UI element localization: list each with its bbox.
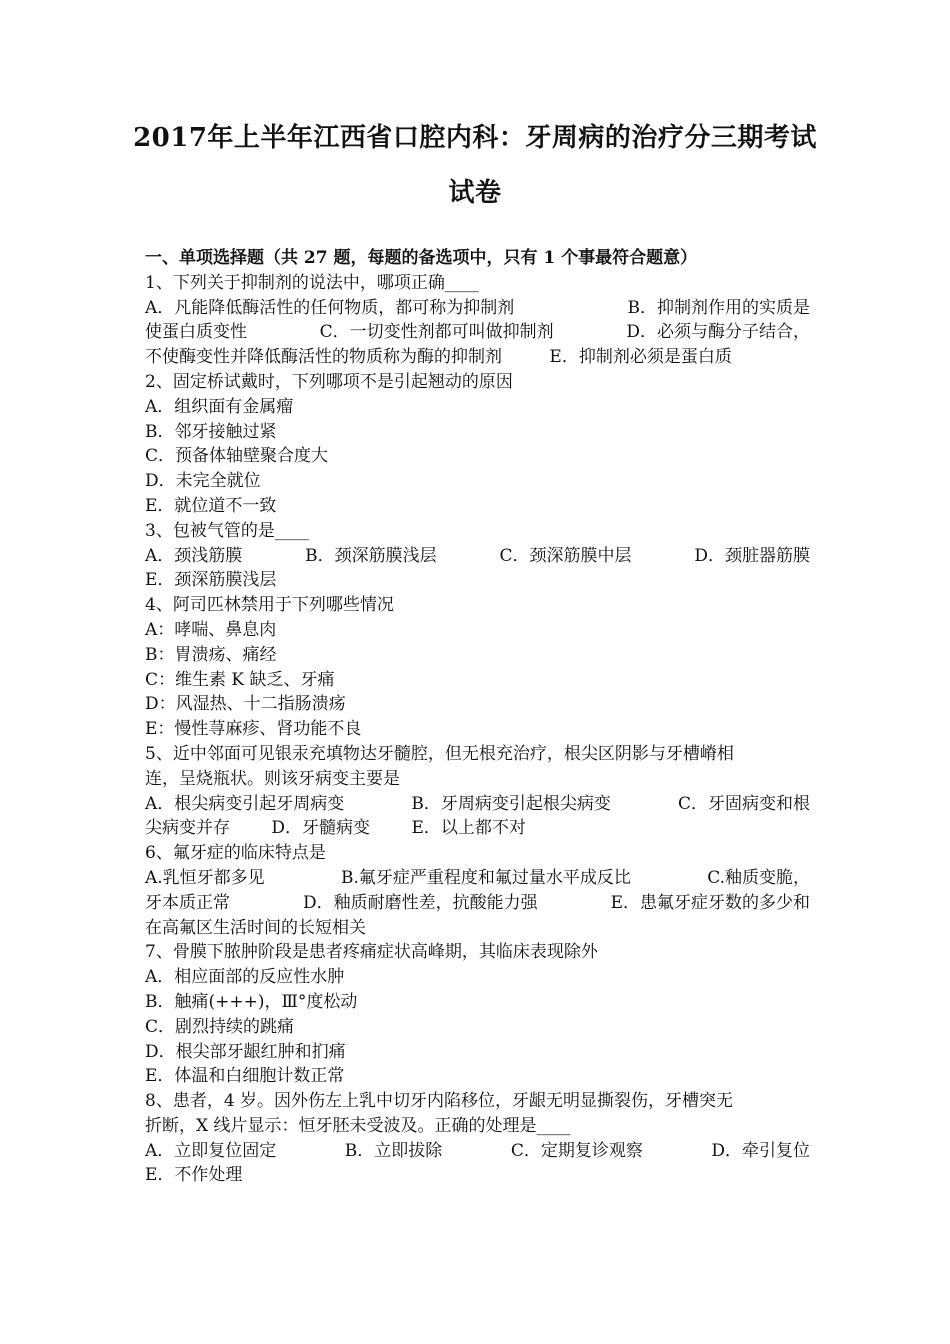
question-8-option-e: E．不作处理	[145, 1165, 243, 1186]
option-text: D．牙髓病变	[271, 818, 371, 839]
question-4-option-e: E：慢性荨麻疹、肾功能不良	[145, 719, 362, 740]
question-5-options-line-1	[145, 792, 810, 817]
section-heading: 一、单项选择题（共 27 题，每题的备选项中，只有 1 个事最符合题意）	[145, 248, 698, 268]
option-text: C.釉质变脆，	[707, 867, 810, 888]
question-2-option-e: E．就位道不一致	[145, 495, 277, 516]
option-text: A．立即复位固定	[145, 1140, 277, 1161]
question-2-option-a: A．组织面有金属瘤	[145, 396, 294, 417]
option-text: D．颈脏器筋膜	[694, 545, 810, 566]
option-text: C．定期复诊观察	[510, 1140, 643, 1161]
question-4-stem: 4、阿司匹林禁用于下列哪些情况	[145, 595, 394, 616]
question-1-options-line-2	[145, 320, 810, 345]
question-7-option-c: C．剧烈持续的跳痛	[145, 1016, 295, 1037]
question-5-stem-continued: 连，呈烧瓶状。则该牙病变主要是	[145, 768, 400, 789]
question-7-option-b: B．触痛(+++)，Ⅲ°度松动	[145, 991, 358, 1012]
question-8-stem-continued: 折断，X 线片显示：恒牙胚未受波及。正确的处理是____	[145, 1115, 571, 1136]
question-1-options-line-3	[145, 345, 810, 370]
question-4-option-b: B：胃溃疡、痛经	[145, 644, 277, 665]
option-text: A．根尖病变引起牙周病变	[145, 793, 345, 814]
option-text: A．凡能降低酶活性的任何物质，都可称为抑制剂	[145, 297, 515, 318]
option-text: E．患氟牙症牙数的多少和	[610, 892, 810, 913]
question-7-option-e: E．体温和白细胞计数正常	[145, 1066, 345, 1087]
option-text: C．牙固病变和根	[677, 793, 810, 814]
question-5-stem: 5、近中邻面可见银汞充填物达牙髓腔，但无根充治疗，根尖区阴影与牙槽嵴相	[145, 743, 734, 764]
question-1-options-line-1	[145, 296, 810, 321]
question-3-option-e: E．颈深筋膜浅层	[145, 570, 277, 591]
question-1-stem: 1、下列关于抑制剂的说法中，哪项正确____	[145, 272, 479, 293]
question-6-stem: 6、氟牙症的临床特点是	[145, 843, 326, 864]
question-6-options-line-2	[145, 891, 810, 916]
option-text: A.乳恒牙都多见	[145, 867, 265, 888]
question-5-options-line-2	[145, 816, 810, 841]
question-3-stem: 3、包被气管的是____	[145, 520, 309, 541]
option-text: C．颈深筋膜中层	[499, 545, 632, 566]
option-text: B．立即拔除	[344, 1140, 443, 1161]
question-2-stem: 2、固定桥试戴时，下列哪项不是引起翘动的原因	[145, 371, 513, 392]
question-6-options-line-3: 在高氟区生活时间的长短相关	[145, 917, 366, 938]
question-8-options-line-1	[145, 1139, 810, 1164]
question-6-options-line-1	[145, 866, 810, 891]
option-text: E．抑制剂必须是蛋白质	[549, 347, 732, 368]
option-text: B．牙周病变引起根尖病变	[411, 793, 611, 814]
document-title: 2017年上半年江西省口腔内科：牙周病的治疗分三期考试	[133, 123, 817, 153]
option-text: 尖病变并存	[145, 818, 230, 839]
option-text: B．颈深筋膜浅层	[305, 545, 437, 566]
question-4-option-c: C：维生素 K 缺乏、牙痛	[145, 669, 335, 690]
question-2-option-b: B．邻牙接触过紧	[145, 421, 277, 442]
option-text: E．以上都不对	[411, 818, 526, 839]
document-body	[145, 246, 810, 1188]
question-2-option-c: C．预备体轴壁聚合度大	[145, 446, 329, 467]
option-text: B．抑制剂作用的实质是	[627, 297, 810, 318]
question-7-option-a: A．相应面部的反应性水肿	[145, 967, 345, 988]
option-text: D．牵引复位	[711, 1140, 810, 1161]
question-4-option-d: D：风湿热、十二指肠溃疡	[145, 694, 346, 715]
option-text: B.氟牙症严重程度和氟过量水平成反比	[340, 867, 631, 888]
question-2-option-d: D．未完全就位	[145, 471, 261, 492]
question-3-options-line-1	[145, 544, 810, 569]
question-7-stem: 7、骨膜下脓肿阶段是患者疼痛症状高峰期，其临床表现除外	[145, 942, 598, 963]
option-text: D．必须与酶分子结合，	[626, 322, 810, 343]
option-text: A．颈浅筋膜	[145, 545, 243, 566]
question-8-stem: 8、患者，4 岁。因外伤左上乳中切牙内陷移位，牙龈无明显撕裂伤，牙槽突无	[145, 1091, 734, 1112]
option-text: 牙本质正常	[145, 892, 230, 913]
document-title-continued: 试卷	[448, 178, 502, 208]
option-text: C．一切变性剂都可叫做抑制剂	[319, 322, 554, 343]
question-7-option-d: D．根尖部牙龈红肿和扪痛	[145, 1041, 346, 1062]
option-text: D．釉质耐磨性差，抗酸能力强	[302, 892, 538, 913]
option-text: 不使酶变性并降低酶活性的物质称为酶的抑制剂	[145, 347, 502, 368]
question-4-option-a: A：哮喘、鼻息肉	[145, 619, 277, 640]
option-text: 使蛋白质变性	[145, 322, 247, 343]
